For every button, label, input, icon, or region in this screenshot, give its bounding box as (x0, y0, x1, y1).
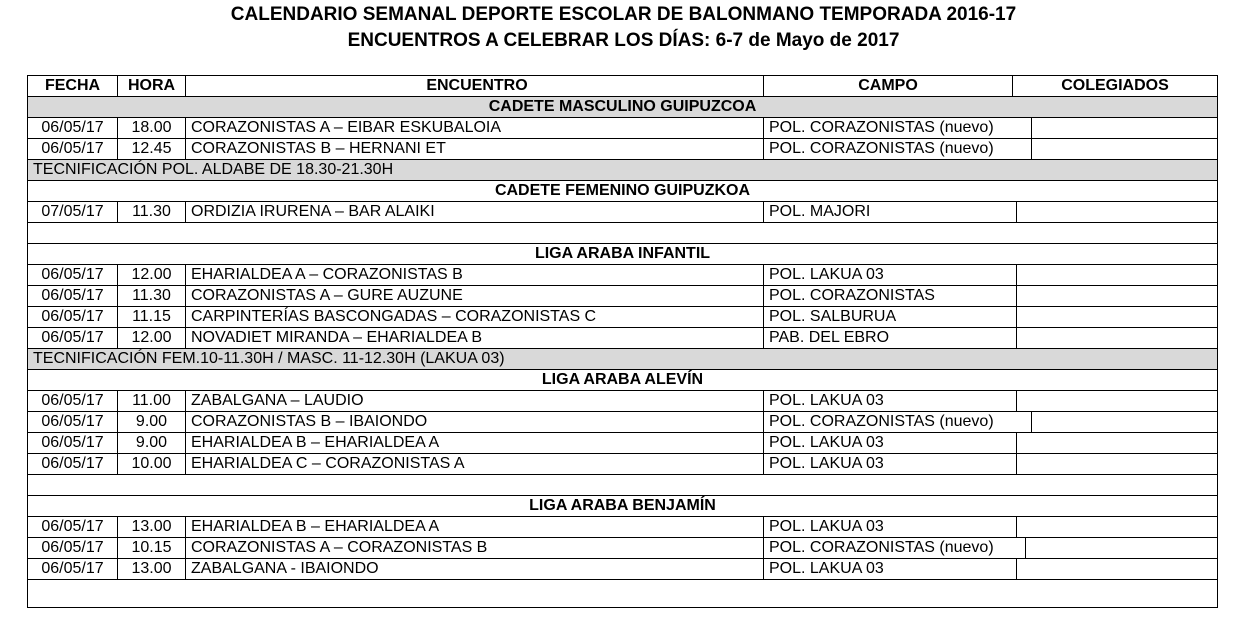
cell-fecha: 06/05/17 (28, 412, 118, 432)
cell-encuentro: EHARIALDEA A – CORAZONISTAS B (186, 265, 764, 285)
cell-hora: 11.00 (118, 391, 186, 411)
cell-hora: 10.00 (118, 454, 186, 474)
section-liga-infantil (28, 244, 1217, 265)
section-liga-benjamin (28, 496, 1217, 517)
section-liga-alevin (28, 370, 1217, 391)
cell-fecha: 06/05/17 (28, 286, 118, 306)
section-title: LIGA ARABA ALEVÍN (541, 371, 704, 388)
cell-campo: POL. CORAZONISTAS (nuevo) (764, 412, 1032, 432)
schedule-table (27, 75, 1218, 608)
section-title: LIGA ARABA INFANTIL (534, 245, 711, 262)
cell-encuentro: EHARIALDEA B – EHARIALDEA A (186, 433, 764, 453)
cell-fecha: 06/05/17 (28, 328, 118, 348)
cell-fecha: 06/05/17 (28, 517, 118, 537)
cell-encuentro: CORAZONISTAS A – CORAZONISTAS B (186, 538, 764, 558)
table-row (28, 265, 1217, 286)
empty-row (28, 475, 1217, 496)
cell-encuentro: ZABALGANA - IBAIONDO (186, 559, 764, 579)
section-title: CADETE FEMENINO GUIPUZKOA (494, 182, 751, 199)
section-cadete-masculino (28, 97, 1217, 118)
empty-row (28, 223, 1217, 244)
cell-encuentro: CARPINTERÍAS BASCONGADAS – CORAZONISTAS C (186, 307, 764, 327)
cell-encuentro: CORAZONISTAS B – HERNANI ET (186, 139, 764, 159)
tecnificacion-row (28, 160, 1217, 181)
cell-fecha: 06/05/17 (28, 433, 118, 453)
cell-fecha: 06/05/17 (28, 454, 118, 474)
cell-encuentro: ORDIZIA IRURENA – BAR ALAIKI (186, 202, 764, 222)
section-title: LIGA ARABA BENJAMÍN (529, 497, 716, 514)
header-colegiados: COLEGIADOS (1061, 77, 1169, 94)
cell-fecha: 06/05/17 (28, 307, 118, 327)
cell-fecha: 06/05/17 (28, 118, 118, 138)
cell-hora: 11.30 (118, 202, 186, 222)
cell-campo: POL. LAKUA 03 (764, 454, 1017, 474)
cell-campo: POL. MAJORI (764, 202, 1017, 222)
cell-campo: POL. CORAZONISTAS (nuevo) (764, 538, 1026, 558)
cell-hora: 10.15 (118, 538, 186, 558)
tecnificacion-row (28, 349, 1217, 370)
cell-campo: POL. LAKUA 03 (764, 433, 1017, 453)
cell-campo: POL. LAKUA 03 (764, 517, 1017, 537)
cell-campo: POL. CORAZONISTAS (764, 286, 1017, 306)
table-row (28, 286, 1217, 307)
cell-hora: 13.00 (118, 559, 186, 579)
cell-fecha: 06/05/17 (28, 139, 118, 159)
table-header-row (28, 76, 1217, 97)
cell-hora: 13.00 (118, 517, 186, 537)
table-row (28, 517, 1217, 538)
cell-hora: 11.15 (118, 307, 186, 327)
cell-campo: POL. LAKUA 03 (764, 391, 1017, 411)
section-cadete-femenino (28, 181, 1217, 202)
cell-fecha: 06/05/17 (28, 538, 118, 558)
header-campo: CAMPO (764, 76, 1013, 96)
cell-encuentro: CORAZONISTAS A – GURE AUZUNE (186, 286, 764, 306)
cell-hora: 18.00 (118, 118, 186, 138)
table-row (28, 391, 1217, 412)
cell-encuentro: NOVADIET MIRANDA – EHARIALDEA B (186, 328, 764, 348)
cell-fecha: 06/05/17 (28, 265, 118, 285)
tecnificacion-text: TECNIFICACIÓN FEM.10-11.30H / MASC. 11-12.30H (LAKUA 03) (33, 350, 505, 367)
header-hora: HORA (118, 76, 186, 96)
table-row (28, 118, 1217, 139)
cell-hora: 9.00 (118, 412, 186, 432)
table-row (28, 454, 1217, 475)
cell-encuentro: CORAZONISTAS A – EIBAR ESKUBALOIA (186, 118, 764, 138)
cell-fecha: 06/05/17 (28, 559, 118, 579)
table-row (28, 433, 1217, 454)
table-row (28, 328, 1217, 349)
cell-fecha: 06/05/17 (28, 391, 118, 411)
cell-encuentro: ZABALGANA – LAUDIO (186, 391, 764, 411)
header-encuentro: ENCUENTRO (186, 76, 764, 96)
cell-campo: POL. LAKUA 03 (764, 265, 1017, 285)
document-subtitle: ENCUENTROS A CELEBRAR LOS DÍAS: 6-7 de Mayo de 2017 (347, 30, 900, 51)
cell-encuentro: EHARIALDEA C – CORAZONISTAS A (186, 454, 764, 474)
header-fecha: FECHA (28, 76, 118, 96)
cell-campo: POL. LAKUA 03 (764, 559, 1017, 579)
cell-fecha: 07/05/17 (28, 202, 118, 222)
cell-campo: POL. SALBURUA (764, 307, 1017, 327)
document-title: CALENDARIO SEMANAL DEPORTE ESCOLAR DE BALONMANO TEMPORADA 2016-17 (230, 4, 1017, 25)
cell-campo: PAB. DEL EBRO (764, 328, 1017, 348)
table-row (28, 202, 1217, 223)
tecnificacion-text: TECNIFICACIÓN POL. ALDABE DE 18.30-21.30H (33, 161, 394, 178)
empty-row (28, 580, 1217, 607)
cell-hora: 11.30 (118, 286, 186, 306)
cell-encuentro: CORAZONISTAS B – IBAIONDO (186, 412, 764, 432)
table-row (28, 412, 1217, 433)
cell-hora: 9.00 (118, 433, 186, 453)
table-row (28, 559, 1217, 580)
cell-hora: 12.45 (118, 139, 186, 159)
table-row (28, 307, 1217, 328)
section-title: CADETE MASCULINO GUIPUZCOA (488, 98, 757, 115)
cell-hora: 12.00 (118, 328, 186, 348)
table-row (28, 538, 1217, 559)
cell-campo: POL. CORAZONISTAS (nuevo) (764, 139, 1032, 159)
table-row (28, 139, 1217, 160)
cell-hora: 12.00 (118, 265, 186, 285)
cell-campo: POL. CORAZONISTAS (nuevo) (764, 118, 1032, 138)
cell-encuentro: EHARIALDEA B – EHARIALDEA A (186, 517, 764, 537)
